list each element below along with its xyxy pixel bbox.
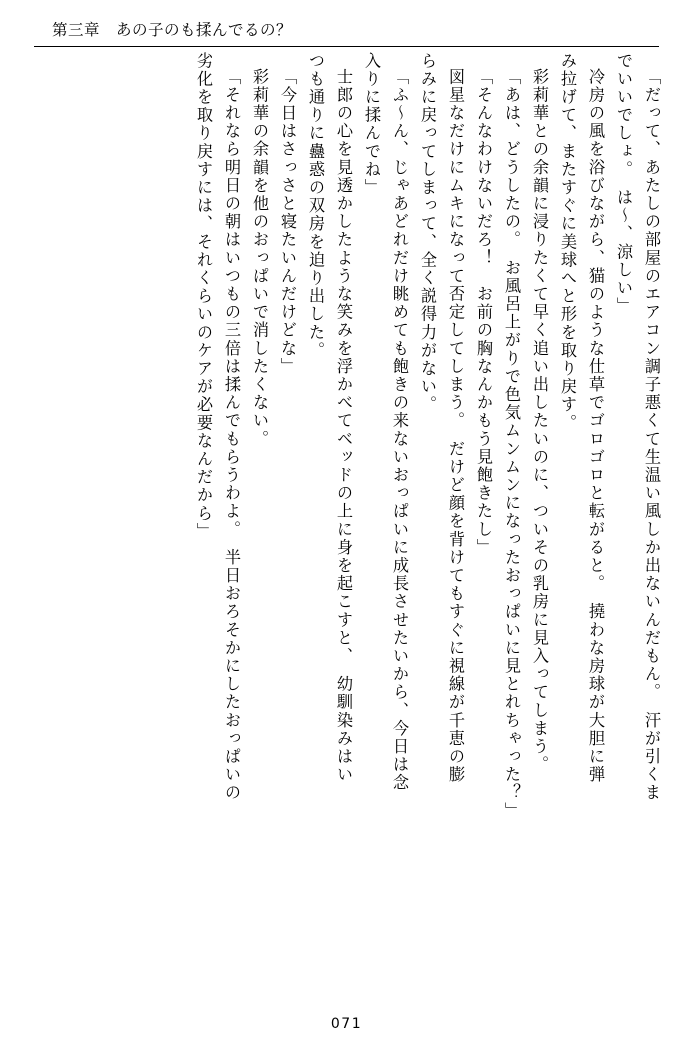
page-number: 071	[330, 1016, 363, 1032]
page-header	[0, 10, 693, 40]
chapter-title: 第三章 あの子のも揉んでるの？	[52, 21, 293, 39]
text-column: 「今日はさっさと寝たいんだけどな」	[278, 68, 297, 376]
text-column: 「そんなわけないだろ！ お前の胸なんかもう見飽きたし」	[474, 68, 493, 557]
text-column: 図星なだけにムキになって否定してしまう。 だけど顔を背けてもすぐに視線が千恵の膨	[446, 68, 465, 784]
text-column: 「あは、どうしたの。 お風呂上がりで色気ムンムンになったおっぱいに見とれちゃった？」	[502, 68, 521, 821]
header-divider	[34, 46, 659, 47]
text-column: 「ふ〜ん、じゃあどれだけ眺めても飽きの来ないおっぱいに成長させたいから、今日は念	[390, 68, 409, 792]
text-column: 「それなら明日の朝はいつもの三倍は揉んでもらうわよ。 半日おろそかにしたおっぱいの	[222, 68, 241, 802]
text-column: つも通りに蠱惑の双房を迫り出した。	[306, 52, 325, 360]
text-column: でいいでしょ。 は〜、涼しい」	[614, 52, 633, 316]
page-footer	[0, 1013, 693, 1032]
text-column: 「だって、あたしの部屋のエアコン調子悪くて生温い風しか出ないんだもん。 汗が引くま	[642, 68, 661, 802]
text-column: 彩莉華の余韻を他のおっぱいで消したくない。	[250, 68, 269, 449]
text-column: 彩莉華との余韻に浸りたくて早く追い出したいのに、ついその乳房に見入ってしまう。	[530, 68, 549, 774]
text-column: らみに戻ってしまって、全く説得力がない。	[418, 52, 437, 414]
text-column: 劣化を取り戻すには、それくらいのケアが必要なんだから」	[194, 52, 213, 541]
text-column: 入りに揉んでね」	[362, 52, 381, 197]
vertical-text-body	[34, 52, 659, 982]
text-column: 士郎の心を見透かしたような笑みを浮かべてベッドの上に身を起こすと、 幼馴染みはい	[334, 68, 353, 784]
text-column: み拉げて、またすぐに美球へと形を取り戻す。	[558, 52, 577, 433]
text-column: 冷房の風を浴びながら、猫のような仕草でゴロゴロと転がると。 撓わな房球が大胆に弾	[586, 68, 605, 784]
